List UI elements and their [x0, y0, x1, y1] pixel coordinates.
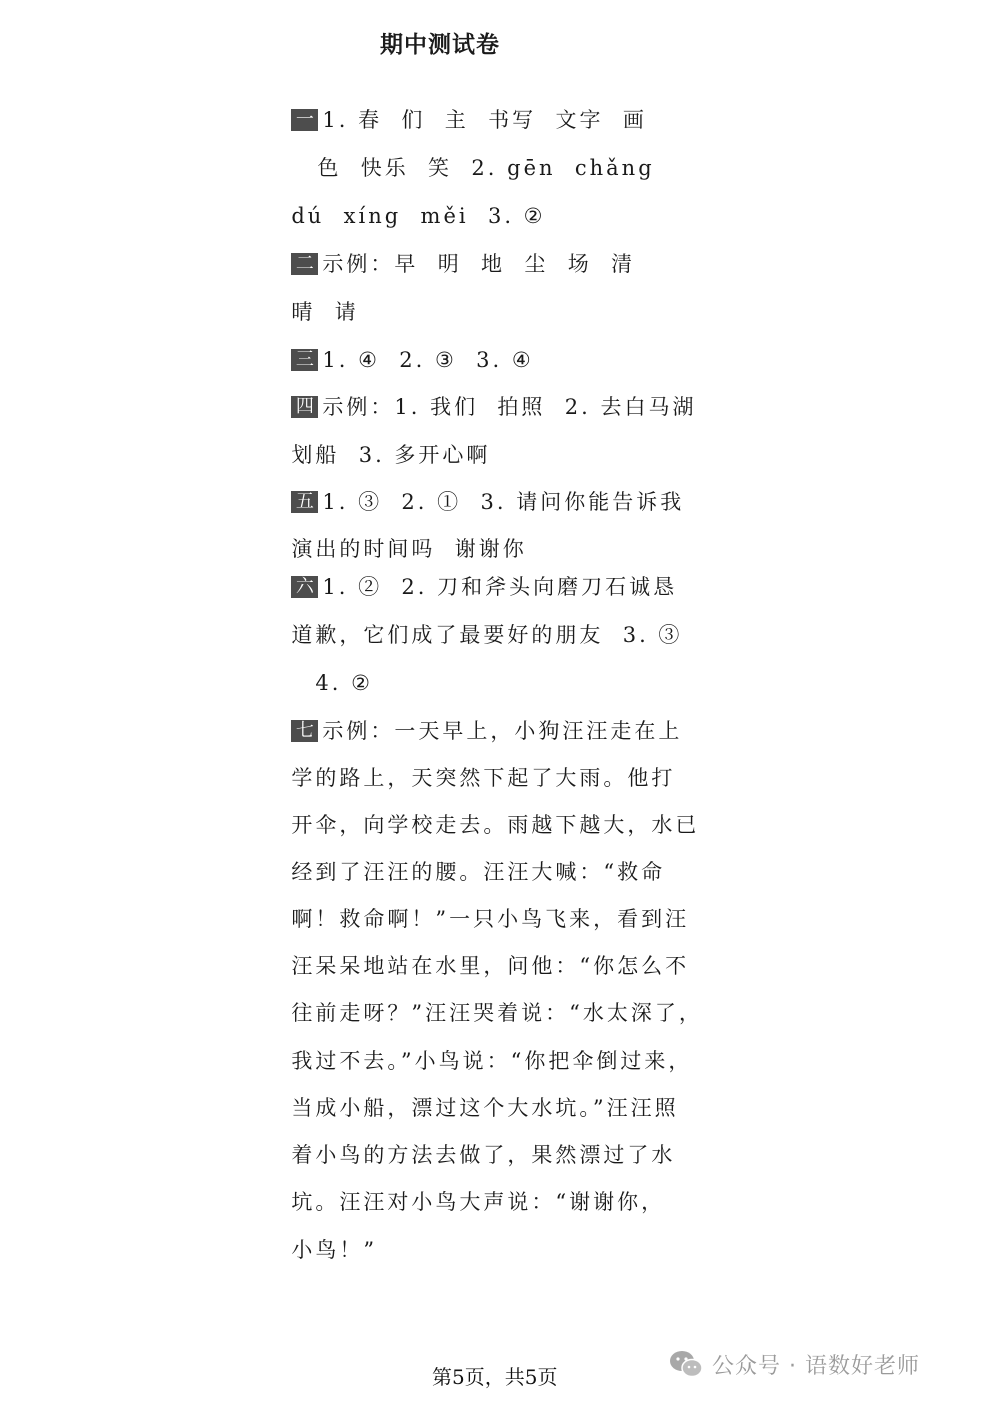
answer-text: 汪呆呆地站在水里，问他：“你怎么不 — [291, 954, 690, 978]
answer-text: 当成小船，漂过这个大水坑。”汪汪照 — [291, 1096, 679, 1120]
answer-text: 小鸟！” — [291, 1238, 378, 1262]
answer-text: 我过不去。”小鸟说：“你把伞倒过来， — [291, 1049, 693, 1073]
answer-text: 1. ② 2. 刀和斧头向磨刀石诚恳 — [322, 575, 678, 599]
answer-text: 1. 春 们 主 书写 文字 画 — [322, 108, 647, 132]
answer-text: 4. ② — [315, 671, 373, 695]
answer-text: 着小鸟的方法去做了，果然漂过了水 — [291, 1143, 676, 1167]
answer-text: 啊！救命啊！”一只小鸟飞来，看到汪 — [291, 907, 690, 931]
watermark — [668, 1346, 920, 1382]
answer-text: 开伞，向学校走去。雨越下越大，水已 — [291, 813, 700, 837]
answer-text: 划船 3. 多开心啊 — [291, 443, 491, 467]
page-number: 第5页，共5页 — [432, 1365, 558, 1389]
wechat-icon — [668, 1349, 704, 1379]
answer-text: 往前走呀？”汪汪哭着说：“水太深了， — [291, 1001, 703, 1025]
section-badge: 七 — [291, 720, 318, 742]
section-badge: 三 — [291, 349, 318, 371]
answer-text: dú xíng měi 3. ② — [291, 204, 546, 228]
page-title: 期中测试卷 — [380, 32, 500, 58]
answer-text: 道歉，它们成了最要好的朋友 3. ③ — [291, 623, 683, 647]
section-badge: 六 — [291, 576, 318, 598]
answer-text: 示例：1. 我们 拍照 2. 去白马湖 — [322, 395, 697, 419]
answer-line — [272, 1208, 377, 1264]
answer-text: 1. ④ 2. ③ 3. ④ — [322, 348, 534, 372]
watermark-text: 公众号 · 语数好老师 — [712, 1353, 920, 1379]
section-badge: 五 — [291, 491, 318, 513]
answer-text: 学的路上，天突然下起了大雨。他打 — [291, 766, 676, 790]
section-badge: 一 — [291, 109, 318, 131]
answer-text: 1. ③ 2. ① 3. 请问你能告诉我 — [322, 490, 685, 514]
answer-text: 示例：早 明 地 尘 场 清 — [322, 252, 636, 276]
answer-text: 坑。汪汪对小鸟大声说：“谢谢你， — [291, 1190, 666, 1214]
section-badge: 四 — [291, 396, 318, 418]
answer-text: 演出的时间吗 谢谢你 — [291, 537, 527, 561]
answer-text: 经到了汪汪的腰。汪汪大喊：“救命 — [291, 860, 666, 884]
answer-text: 晴 请 — [291, 300, 359, 324]
section-badge: 二 — [291, 253, 318, 275]
answer-text: 示例：一天早上，小狗汪汪走在上 — [322, 719, 683, 743]
answer-text: 色 快乐 笑 2. gēn chǎng — [317, 156, 655, 180]
